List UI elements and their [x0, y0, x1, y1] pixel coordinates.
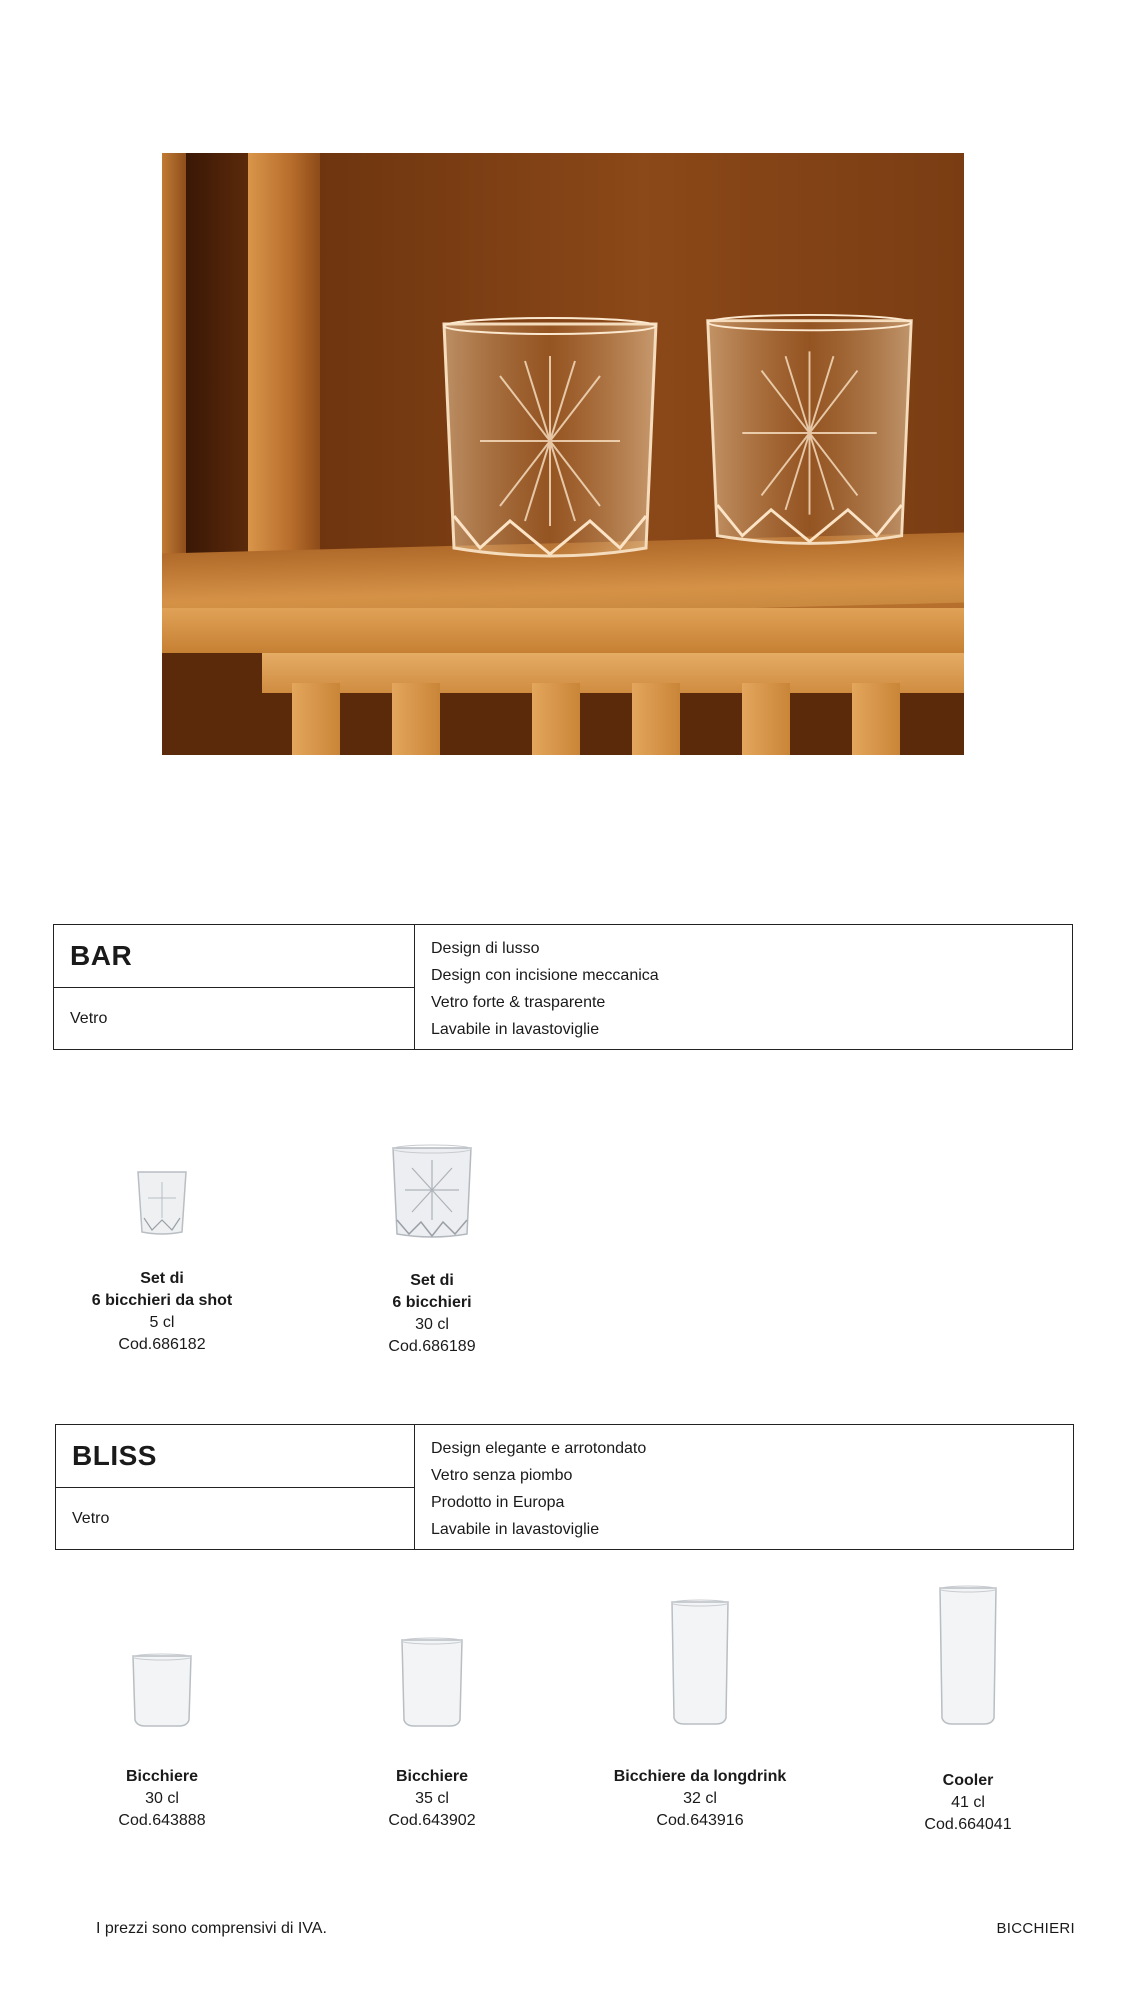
product-title: Cooler: [942, 1772, 994, 1789]
cabinet-gap: [186, 153, 248, 553]
feature-list: [415, 1425, 1073, 1549]
product-code: Cod.686189: [388, 1338, 476, 1355]
product-card[interactable]: [72, 1650, 252, 1832]
spec-table-bar: [53, 924, 1073, 1050]
feature-item: Lavabile in lavastoviglie: [431, 1021, 600, 1038]
cut-glass-tumbler: [440, 316, 660, 566]
product-capacity: 30 cl: [415, 1316, 449, 1333]
feature-item: Prodotto in Europa: [431, 1494, 565, 1511]
material-label: Vetro: [72, 1509, 110, 1527]
feature-item: Design con incisione meccanica: [431, 967, 659, 984]
feature-item: Lavabile in lavastoviglie: [431, 1521, 600, 1538]
product-code: Cod.643916: [656, 1812, 744, 1829]
product-code: Cod.643888: [118, 1812, 206, 1829]
feature-item: Vetro senza piombo: [431, 1467, 573, 1484]
vat-note: I prezzi sono comprensivi di IVA.: [96, 1920, 327, 1937]
collection-name: BAR: [54, 925, 414, 988]
hero-photo: [162, 153, 964, 755]
cabinet-post: [162, 153, 186, 603]
spec-left-column: [54, 925, 415, 1049]
cabinet-post: [248, 153, 320, 573]
product-title: Set di 6 bicchieri da shot: [91, 1270, 233, 1309]
cabinet-slat: [292, 683, 340, 755]
feature-item: Design elegante e arrotondato: [431, 1440, 647, 1457]
cabinet-slat: [852, 683, 900, 755]
product-capacity: 32 cl: [683, 1790, 717, 1807]
spec-left-column: [56, 1425, 415, 1549]
product-title: Bicchiere: [125, 1768, 199, 1785]
feature-item: Design di lusso: [431, 940, 540, 957]
product-code: Cod.686182: [118, 1336, 206, 1353]
product-capacity: 35 cl: [415, 1790, 449, 1807]
product-capacity: 30 cl: [145, 1790, 179, 1807]
product-card[interactable]: [342, 1140, 522, 1358]
product-code: Cod.664041: [924, 1816, 1012, 1833]
product-code: Cod.643902: [388, 1812, 476, 1829]
category-label: BICCHIERI: [996, 1920, 1075, 1937]
shot-glass-image: [132, 1158, 192, 1238]
product-card[interactable]: [342, 1634, 522, 1832]
product-card[interactable]: [600, 1596, 800, 1832]
cooler-glass-image: [936, 1582, 1000, 1728]
longdrink-glass-image: [668, 1596, 732, 1728]
glass-image: [398, 1634, 466, 1730]
product-card[interactable]: [878, 1582, 1058, 1836]
tumbler-image: [387, 1140, 477, 1240]
product-title: Set di 6 bicchieri: [392, 1272, 472, 1311]
glass-image: [129, 1650, 195, 1730]
feature-list: [415, 925, 1072, 1049]
cabinet-slat: [532, 683, 580, 755]
product-capacity: 41 cl: [951, 1794, 985, 1811]
shelf-edge: [162, 608, 964, 653]
product-title: Bicchiere da longdrink: [613, 1768, 787, 1785]
product-title: Bicchiere: [395, 1768, 469, 1785]
cabinet-slat: [392, 683, 440, 755]
cabinet-slat: [742, 683, 790, 755]
spec-table-bliss: [55, 1424, 1074, 1550]
cabinet-slat: [632, 683, 680, 755]
product-capacity: 5 cl: [149, 1314, 175, 1331]
product-card[interactable]: [72, 1158, 252, 1356]
cut-glass-tumbler: [702, 313, 917, 553]
feature-item: Vetro forte & trasparente: [431, 994, 606, 1011]
collection-name: BLISS: [56, 1425, 414, 1488]
material-label: Vetro: [70, 1009, 108, 1027]
